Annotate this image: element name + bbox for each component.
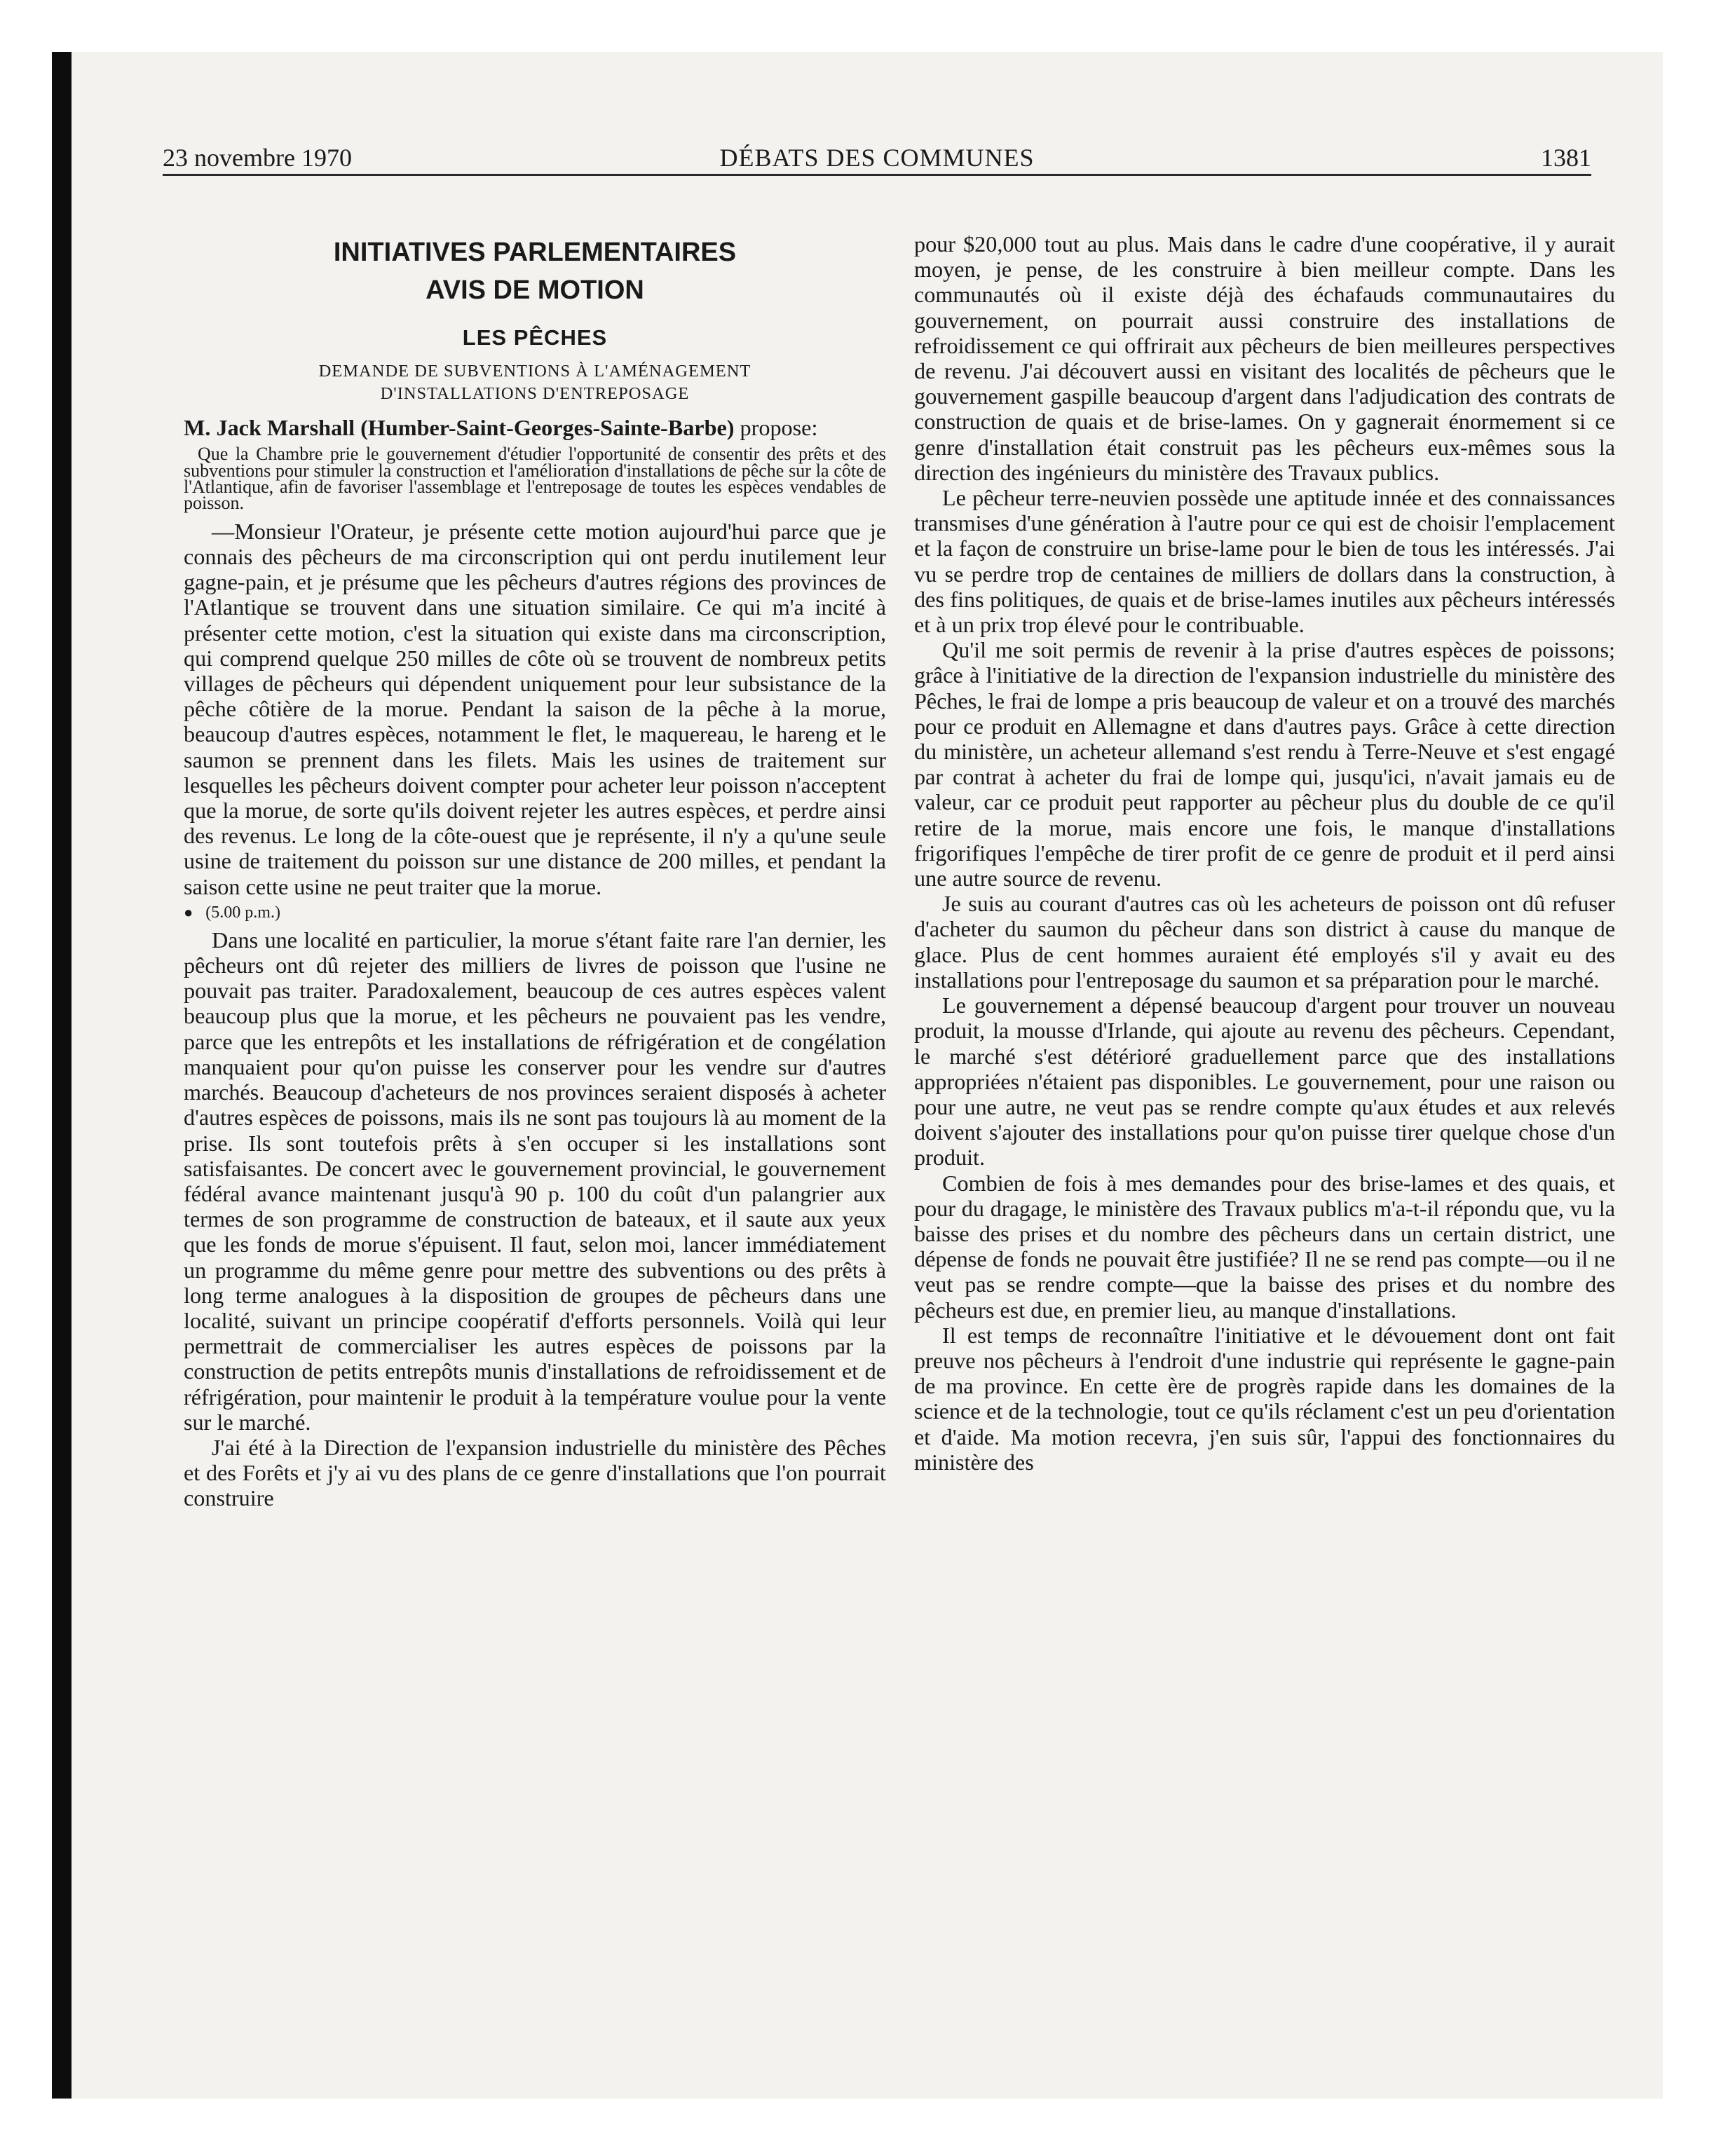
right-paragraph-1: pour $20,000 tout au plus. Mais dans le cadre d'une coopérative, il y aurait moyen, je pense, de les construire à bien meilleur compte. Dans les communautés où il existe déjà des échafauds communautaires du gouvernement, on pourrait aussi construire des installations de refroidissement ce qui offrirait aux pêcheurs de bien meilleures perspectives de revenu. J'ai découvert aussi en visitant des localités de pêcheurs que le gouvernement gaspille beaucoup d'argent dans l'adjudication des contrats de construction de quais et de brise-lames. On y gagnerait énormement si ce genre d'installation était construit pas les pêcheurs eux-mêmes sous la direction des ingénieurs du ministère des Travaux publics.: [914, 231, 1615, 485]
bullet-icon: ●: [184, 903, 193, 921]
motion-title: [184, 360, 886, 405]
right-paragraph-7: Il est temps de reconnaître l'initiative et le dévouement dont ont fait preuve nos pêcheurs à l'endroit d'une industrie qui représente le gagne-pain de ma province. En cette ère de progrès rapide dans les domaines de la science et de la technologie, tout ce qu'ils réclament c'est un peu d'orientation et d'aide. Ma motion recevra, j'en suis sûr, l'appui des fonctionnaires du ministère des: [914, 1322, 1615, 1475]
timestamp: (5.00 p.m.): [205, 903, 280, 922]
running-head-title: DÉBATS DES COMMUNES: [719, 144, 1035, 172]
page-binding-edge: [52, 52, 72, 2099]
right-paragraph-3: Qu'il me soit permis de revenir à la prise d'autres espèces de poissons; grâce à l'initiative de la direction de l'expansion industrielle du ministère des Pêches, le frai de lompe a pris beaucoup de valeur et on a trouvé des marchés pour ce produit en Allemagne et dans d'autres pays. Grâce à cette direction du ministère, un acheteur allemand s'est rendu à Terre-Neuve et s'est engagé par contrat à acheter du frai de lompe qui, jusqu'ici, n'avait jamais eu de valeur, car ce produit peut rapporter au pêcheur plus du double de ce qu'il retire de la morue, mais encore une fois, le manque d'installations frigorifiques l'empêche de tirer profit de ce genre de produit et il perd ainsi une autre source de revenu.: [914, 637, 1615, 892]
running-head: [163, 139, 1591, 176]
right-paragraph-2: Le pêcheur terre-neuvien possède une aptitude innée et des connaissances transmises d'une génération à l'autre pour ce qui est de choisir l'emplacement et la façon de construire un brise-lame pour le bien de tous les intéressés. J'ai vu se perdre trop de centaines de milliers de dollars dans la construction, à des fins politiques, de quais et de brise-lames inutiles aux pêcheurs intéressés et à un prix trop élevé pour le contribuable.: [914, 485, 1615, 638]
right-paragraph-4: Je suis au courant d'autres cas où les acheteurs de poisson ont dû refuser d'acheter du saumon du pêcheur dans son district à cause du manque de glace. Plus de cent hommes auraient été employés s'il y avait eu des installations pour l'entreposage du saumon et sa préparation pour le marché.: [914, 891, 1615, 992]
mover-line: [184, 415, 886, 440]
section-heading-2: AVIS DE MOTION: [426, 275, 644, 305]
left-paragraph-2: Dans une localité en particulier, la morue s'étant faite rare l'an dernier, les pêcheurs ont dû rejeter des milliers de livres de poisson que l'usine ne pouvait pas traiter. Paradoxalement, beaucoup de ces autres espèces valent beaucoup plus que la morue, et les pêcheurs ne pouvaient pas les vendre, parce que les entrepôts et les installations de réfrigération et de congélation manquaient pour qu'on puisse les conserver pour les vendre sur d'autres marchés. Beaucoup d'acheteurs de nos provinces seraient disposés à acheter d'autres espèces de poissons, mais ils ne sont pas toujours là au moment de la prise. Ils sont toutefois prêts à s'en occuper si les installations sont satisfaisantes. De concert avec le gouvernement provincial, le gouvernement fédéral avance maintenant jusqu'à 90 p. 100 du coût d'un palangrier aux termes de son programme de construction de bateaux, et il saute aux yeux que les fonds de morue s'épuisent. Il faut, selon moi, lancer immédiatement un programme du même genre pour mettre des subventions ou des prêts à long terme analogues à la disposition de groupes de pêcheurs dans une localité, suivant un principe coopératif d'efforts personnels. Voilà qui leur permettrait de commercialiser les autres espèces de poissons par la construction de petits entrepôts munis d'installations de refroidissement et de réfrigération, pour maintenir le produit à la température voulue pour la vente sur le marché.: [184, 927, 886, 1435]
mover-name: M. Jack Marshall (Humber-Saint-Georges-Sainte-Barbe): [184, 415, 735, 440]
mover-verb: propose:: [734, 415, 818, 440]
timestamp-line: [184, 902, 886, 923]
left-paragraph-1: —Monsieur l'Orateur, je présente cette motion aujourd'hui parce que je connais des pêcheurs de ma circonscription qui ont perdu inutilement leur gagne-pain, et je présume que les pêcheurs d'autres régions des provinces de l'Atlantique se trouvent dans une situation similaire. Ce qui m'a incité à présenter cette motion, c'est la situation qui existe dans ma circonscription, qui comprend quelque 250 milles de côte où se trouvent de nombreux petits villages de pêcheurs qui dépendent uniquement pour leur subsistance de la pêche côtière de la morue. Pendant la saison de la pêche à la morue, beaucoup d'autres espèces, notamment le flet, le maquereau, le hareng et le saumon se prennent dans les filets. Mais les usines de traitement sur lesquelles les pêcheurs doivent compter pour acheter leur poisson n'acceptent que la morue, de sorte qu'ils doivent rejeter les autres espèces, et perdre ainsi des revenus. Le long de la côte-ouest que je représente, il n'y a qu'une seule usine de traitement du poisson sur une distance de 200 milles, et pendant la saison cette usine ne peut traiter que la morue.: [184, 518, 886, 899]
running-head-date: 23 novembre 1970: [163, 144, 352, 172]
section-heading-1: INITIATIVES PARLEMENTAIRES: [333, 238, 737, 267]
motion-text: Que la Chambre prie le gouvernement d'étudier l'opportunité de consentir des prêts et des subventions pour stimuler la construction et l'amélioration d'installations de pêche sur la côte de l'Atlantique, afin de favoriser l'assemblage et l'entreposage de toutes les espèces vendables de poisson.: [184, 444, 886, 514]
page-number: 1381: [1541, 144, 1591, 172]
left-column: [184, 231, 886, 1511]
left-paragraph-3: J'ai été à la Direction de l'expansion industrielle du ministère des Pêches et des Forêts et j'y ai vu des plans de ce genre d'installations que l'on pourrait construire: [184, 1434, 886, 1511]
motion-title-line-2: D'INSTALLATIONS D'ENTREPOSAGE: [380, 384, 690, 403]
right-paragraph-6: Combien de fois à mes demandes pour des brise-lames et des quais, et pour du dragage, le ministère des Travaux publics m'a-t-il répondu que, vu la baisse des prises et du nombre des pêcheurs dans un certain district, une dépense de fonds ne pouvait être justifiée? Il ne se rend pas compte—ou il ne veut pas se rendre compte—que la baisse des prises et du nombre des pêcheurs est due, en premier lieu, au manque d'installations.: [914, 1170, 1615, 1323]
right-paragraph-5: Le gouvernement a dépensé beaucoup d'argent pour trouver un nouveau produit, la mousse d'Irlande, qui ajoute au revenu des pêcheurs. Cependant, le marché s'est détérioré graduellement parce que des installations appropriées n'étaient pas disponibles. Le gouvernement, pour une raison ou pour une autre, ne veut pas se rendre compte qu'aux études et aux relevés doivent s'ajouter des installations pour qu'on puisse tirer quelque chose d'un produit.: [914, 992, 1615, 1171]
subject-heading: LES PÊCHES: [462, 325, 608, 350]
right-column: [886, 231, 1615, 1475]
motion-title-line-1: DEMANDE DE SUBVENTIONS À L'AMÉNAGEMENT: [318, 362, 751, 381]
